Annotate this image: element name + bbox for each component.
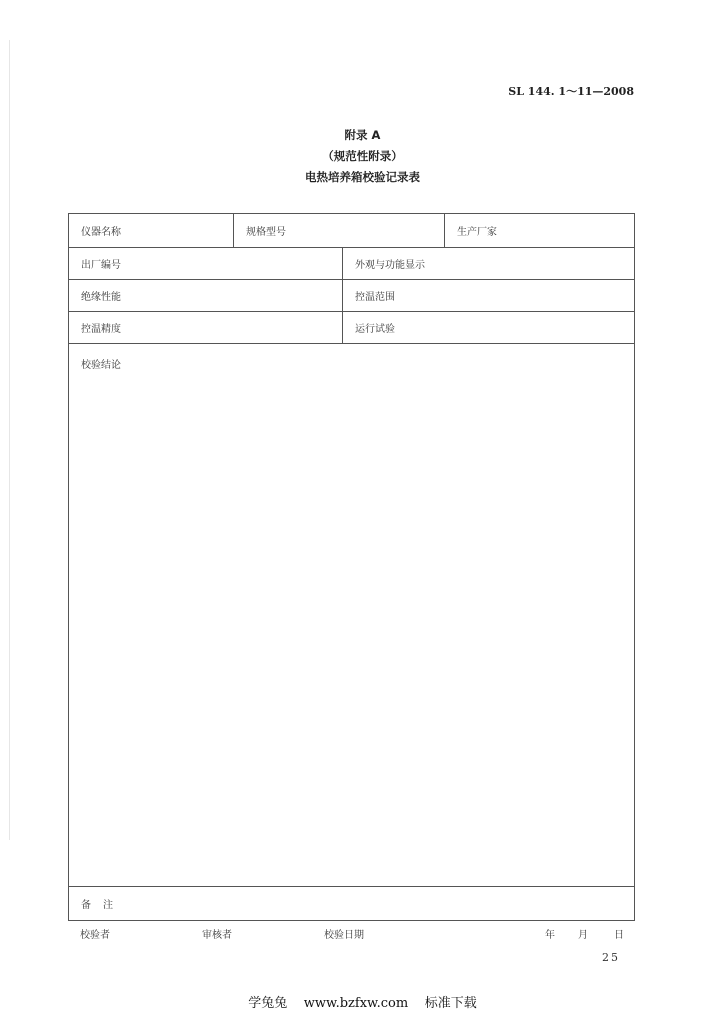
appendix-nature: （规范性附录） bbox=[322, 149, 403, 163]
signature-row bbox=[0, 926, 725, 940]
table-row bbox=[69, 887, 635, 921]
table-row bbox=[69, 344, 635, 887]
reviewer-label: 审核者 bbox=[202, 930, 232, 941]
instrument-name-label: 仪器名称 bbox=[69, 214, 234, 248]
footer-watermark bbox=[0, 992, 725, 1011]
remarks-cell bbox=[69, 887, 635, 921]
run-test-label: 运行试验 bbox=[343, 312, 635, 344]
calibration-record-table bbox=[68, 213, 635, 921]
footer-tagline: 标准下载 bbox=[424, 996, 477, 1011]
conclusion-cell bbox=[69, 344, 635, 887]
form-title: 电热培养箱校验记录表 bbox=[305, 170, 420, 184]
page-number: 25 bbox=[602, 951, 620, 964]
appendix-title: 附录 A bbox=[344, 128, 381, 142]
insulation-label: 绝缘性能 bbox=[69, 280, 343, 312]
calibrator-label: 校验者 bbox=[80, 930, 110, 941]
day-label: 日 bbox=[614, 930, 624, 941]
remarks-label: 备注 bbox=[81, 900, 125, 911]
table-row bbox=[69, 312, 635, 344]
footer-site-name: 学兔兔 bbox=[248, 996, 288, 1011]
month-label: 月 bbox=[578, 930, 588, 941]
footer-url[interactable]: www.bzfxw.com bbox=[303, 996, 409, 1011]
model-label: 规格型号 bbox=[234, 214, 445, 248]
serial-number-label: 出厂编号 bbox=[69, 248, 343, 280]
standard-code: SL 144. 1～11—2008 bbox=[508, 85, 634, 98]
table-row bbox=[69, 214, 635, 248]
temp-accuracy-label: 控温精度 bbox=[69, 312, 343, 344]
date-label: 校验日期 bbox=[324, 930, 364, 941]
table-row bbox=[69, 248, 635, 280]
appearance-display-label: 外观与功能显示 bbox=[343, 248, 635, 280]
table-row bbox=[69, 280, 635, 312]
manufacturer-label: 生产厂家 bbox=[445, 214, 635, 248]
temp-range-label: 控温范围 bbox=[343, 280, 635, 312]
year-label: 年 bbox=[545, 930, 555, 941]
title-block bbox=[0, 125, 725, 188]
conclusion-label: 校验结论 bbox=[81, 360, 121, 371]
